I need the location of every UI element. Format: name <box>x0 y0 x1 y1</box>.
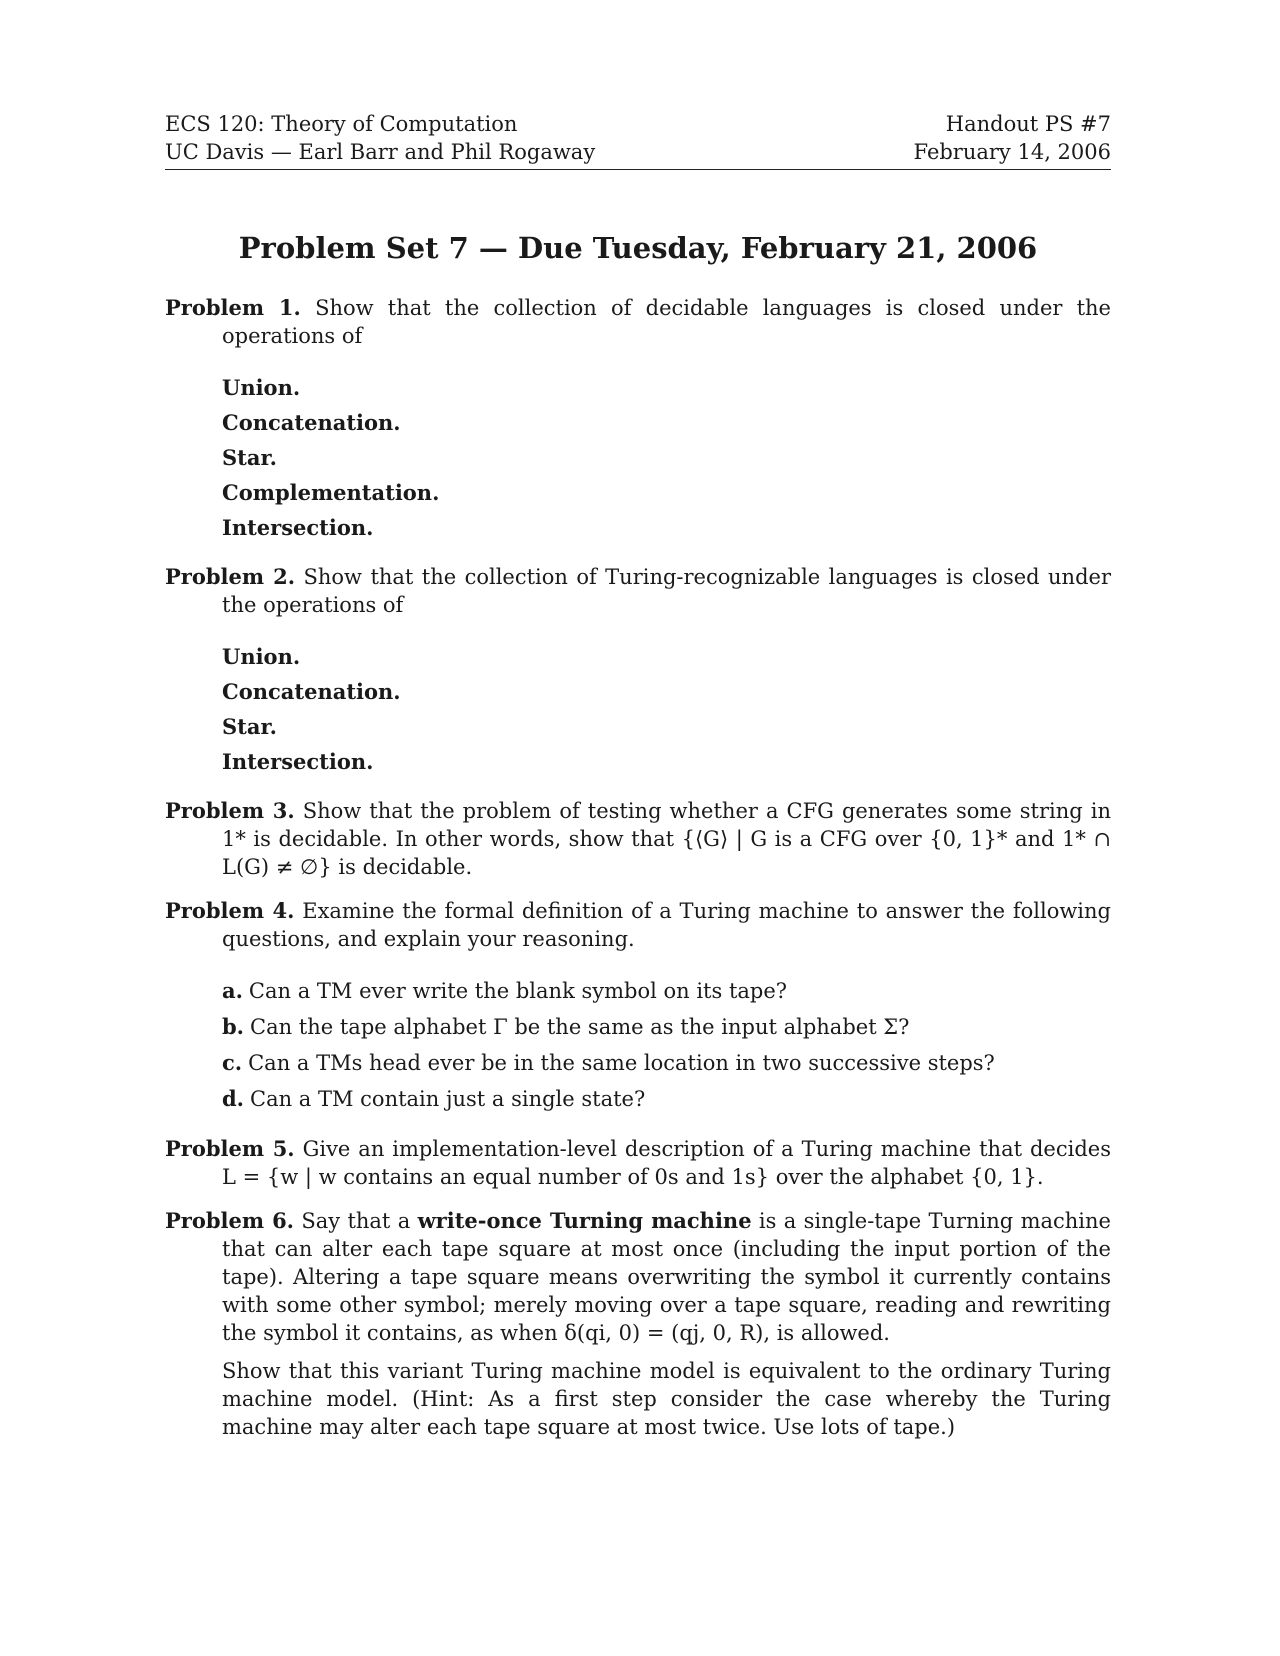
list-item <box>222 1009 1111 1045</box>
header-rule <box>165 169 1111 170</box>
problem-text: Show that the collection of decidable languages is closed under the operations of <box>222 296 1111 348</box>
problem-text: Show that the problem of testing whether a CFG generates some string in 1* is decidable. In other words, show that <box>222 799 1111 851</box>
problem-label: Problem 2. <box>165 564 296 589</box>
problem-5 <box>165 1135 1111 1191</box>
problem-label: Problem 1. <box>165 295 301 320</box>
page-header <box>165 110 1111 166</box>
list-item: Complementation. <box>222 480 440 505</box>
handout-number: Handout PS #7 <box>945 112 1111 136</box>
part-text: Can a TMs head ever be in the same location in two successive steps? <box>248 1051 995 1075</box>
part-letter: c. <box>222 1050 243 1075</box>
list-item: Star. <box>222 714 277 739</box>
part-text: Can the tape alphabet Γ be the same as the input alphabet Σ? <box>250 1015 910 1039</box>
operations-list <box>165 639 1111 779</box>
problem-label: Problem 5. <box>165 1136 295 1161</box>
list-item: Concatenation. <box>222 679 401 704</box>
document-page <box>165 110 1111 1457</box>
list-item: Star. <box>222 445 277 470</box>
list-item <box>222 1045 1111 1081</box>
problem-text: Show that the collection of Turing-recognizable languages is closed under the operations of <box>222 565 1111 617</box>
sub-questions-list <box>165 973 1111 1117</box>
problem-label: Problem 6. <box>165 1208 294 1233</box>
list-item <box>222 973 1111 1009</box>
problem-text: Give an implementation-level description of a Turing machine that decides L = {w | w contains an equal number of 0s and 1s} over the alphabet {0, 1}. <box>222 1137 1111 1189</box>
problem-text-end: is decidable. <box>338 855 473 879</box>
problem-2 <box>165 563 1111 779</box>
problem-lead: Say that a <box>301 1209 411 1233</box>
problem-paragraph-2: Show that this variant Turing machine model is equivalent to the ordinary Turing machine model. (Hint: As a first step consider the case whereby the Turing machine may alter each tape square at most twice. Use lots of tape.) <box>222 1359 1111 1439</box>
list-item: Union. <box>222 644 301 669</box>
list-item: Intersection. <box>222 749 374 774</box>
handout-date: February 14, 2006 <box>913 140 1111 164</box>
list-item: Concatenation. <box>222 410 401 435</box>
part-letter: a. <box>222 978 243 1003</box>
problem-3 <box>165 797 1111 881</box>
problem-label: Problem 4. <box>165 898 295 923</box>
problem-text: is a single-tape Turning machine that can alter each tape square at most once (including the input portion of the tape). Altering a tape square means overwriting the symbol it currently contains with some other symbol; merely moving over a tape square, reading and rewriting the symbol it contains, as when δ(qi, 0) = (qj, 0, R), is allowed. <box>222 1209 1111 1345</box>
defined-term: write-once Turning machine <box>417 1208 752 1233</box>
part-text: Can a TM ever write the blank symbol on its tape? <box>248 979 788 1003</box>
problem-4 <box>165 897 1111 1117</box>
list-item: Intersection. <box>222 515 374 540</box>
operations-list <box>165 370 1111 545</box>
problem-6 <box>165 1207 1111 1441</box>
problem-1 <box>165 294 1111 545</box>
part-text: Can a TM contain just a single state? <box>250 1087 646 1111</box>
list-item <box>222 1081 1111 1117</box>
problem-label: Problem 3. <box>165 798 295 823</box>
part-letter: b. <box>222 1014 244 1039</box>
page-title: Problem Set 7 — Due Tuesday, February 21, 2006 <box>238 231 1038 265</box>
instructors: UC Davis — Earl Barr and Phil Rogaway <box>165 140 596 164</box>
list-item: Union. <box>222 375 301 400</box>
part-letter: d. <box>222 1086 244 1111</box>
math-set-expression: {⟨G⟩ | G is a CFG over {0, 1}* and 1* ∩ L(G) ≠ ∅} <box>222 827 1111 879</box>
problem-text: Examine the formal definition of a Turing machine to answer the following questions, and explain your reasoning. <box>222 899 1111 951</box>
course-name: ECS 120: Theory of Computation <box>165 112 518 136</box>
